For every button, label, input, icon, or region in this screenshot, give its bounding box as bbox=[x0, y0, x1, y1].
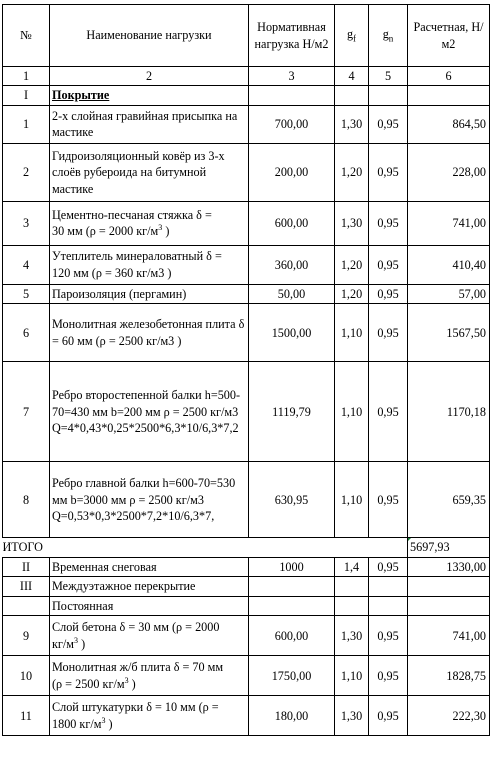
superscript: 3 bbox=[101, 715, 106, 725]
row-gn: 0,95 bbox=[369, 304, 408, 362]
row-calc: 410,40 bbox=[408, 245, 490, 284]
empty-cell bbox=[335, 577, 369, 596]
section-row bbox=[3, 86, 490, 105]
row-calc: 1170,18 bbox=[408, 362, 490, 462]
row-name-clip: Ребро главной балки h=600-70=530 мм b=3000 мм ρ = 2500 кг/м3 Q=0,53*0,3*2500*7,2*10/6,3*7, bbox=[52, 476, 236, 524]
empty-cell bbox=[408, 86, 490, 105]
header-gf bbox=[335, 5, 369, 67]
empty-cell bbox=[249, 577, 335, 596]
row-gn: 0,95 bbox=[369, 616, 408, 656]
section-title: Покрытие bbox=[50, 86, 249, 105]
row-gf: 1,20 bbox=[335, 143, 369, 201]
row-number: 7 bbox=[3, 362, 50, 462]
table-row bbox=[3, 656, 490, 696]
row-name: Пароизоляция (пергамин) bbox=[50, 284, 249, 303]
header-gf-sub: f bbox=[353, 33, 357, 44]
section-row bbox=[3, 577, 490, 596]
header-normative: Нормативная нагрузка Н/м2 bbox=[249, 5, 335, 67]
empty-cell bbox=[369, 577, 408, 596]
empty-cell bbox=[3, 596, 50, 615]
row-calc: 1330,00 bbox=[408, 557, 490, 576]
row-name: 2-х слойная гравийная присыпка на мастике bbox=[50, 105, 249, 143]
empty-cell bbox=[249, 596, 335, 615]
table-row bbox=[3, 462, 490, 538]
superscript: 3 bbox=[74, 635, 79, 645]
row-gn: 0,95 bbox=[369, 557, 408, 576]
header-num: № bbox=[3, 5, 50, 67]
table-row bbox=[3, 143, 490, 201]
row-calc: 659,35 bbox=[408, 462, 490, 538]
row-normative: 1000 bbox=[249, 557, 335, 576]
row-name-line-a: Цементно-песчаная стяжка δ = bbox=[52, 207, 212, 222]
col-number: 4 bbox=[335, 67, 369, 86]
row-gf: 1,30 bbox=[335, 616, 369, 656]
table-row bbox=[3, 616, 490, 656]
header-gn-sub: n bbox=[388, 33, 394, 44]
table-row bbox=[3, 362, 490, 462]
table-row bbox=[3, 245, 490, 284]
row-name-line-b: кг/м bbox=[52, 636, 75, 651]
total-value: 5697,93 bbox=[408, 538, 490, 557]
header-name: Наименование нагрузки bbox=[50, 5, 249, 67]
row-number: 10 bbox=[3, 656, 50, 696]
header-gn bbox=[369, 5, 408, 67]
row-normative: 180,00 bbox=[249, 696, 335, 736]
header-gf-base: g bbox=[346, 27, 354, 42]
row-name: Гидроизоляционный ковёр из 3-х слоёв рубероида на битумной мастике bbox=[50, 143, 249, 201]
load-table-sheet bbox=[2, 4, 489, 736]
row-calc: 741,00 bbox=[408, 616, 490, 656]
subsection-title: Постоянная bbox=[50, 596, 249, 615]
row-gf: 1,10 bbox=[335, 462, 369, 538]
row-name-line-a: Монолитная ж/б плита δ = 70 мм bbox=[52, 660, 224, 675]
row-normative: 630,95 bbox=[249, 462, 335, 538]
header-calc: Расчетная, Н/м2 bbox=[408, 5, 490, 67]
col-number: 1 bbox=[3, 67, 50, 86]
empty-cell bbox=[369, 86, 408, 105]
row-number: 9 bbox=[3, 616, 50, 656]
row-calc: 228,00 bbox=[408, 143, 490, 201]
row-gn: 0,95 bbox=[369, 105, 408, 143]
row-name-line-c: ) bbox=[78, 636, 86, 651]
row-name-line-c: ) bbox=[162, 224, 170, 239]
col-number: 2 bbox=[50, 67, 249, 86]
row-calc: 222,30 bbox=[408, 696, 490, 736]
row-gn: 0,95 bbox=[369, 143, 408, 201]
superscript: 3 bbox=[124, 675, 129, 685]
empty-cell bbox=[249, 86, 335, 105]
row-gf: 1,30 bbox=[335, 105, 369, 143]
row-normative: 700,00 bbox=[249, 105, 335, 143]
row-number: 1 bbox=[3, 105, 50, 143]
superscript: 3 bbox=[158, 223, 163, 233]
row-normative: 1119,79 bbox=[249, 362, 335, 462]
row-gn: 0,95 bbox=[369, 656, 408, 696]
section-number: I bbox=[3, 86, 50, 105]
row-gn: 0,95 bbox=[369, 201, 408, 245]
row-name-line-c: ) bbox=[105, 716, 113, 731]
section-number: III bbox=[3, 577, 50, 596]
table-row bbox=[3, 304, 490, 362]
header-row bbox=[3, 5, 490, 67]
row-gf: 1,30 bbox=[335, 201, 369, 245]
row-name bbox=[50, 201, 249, 245]
row-gf: 1,20 bbox=[335, 245, 369, 284]
row-gn: 0,95 bbox=[369, 362, 408, 462]
table-row bbox=[3, 284, 490, 303]
row-gn: 0,95 bbox=[369, 696, 408, 736]
row-normative: 600,00 bbox=[249, 616, 335, 656]
empty-cell bbox=[335, 86, 369, 105]
header-gn-base: g bbox=[382, 27, 389, 42]
row-number: 3 bbox=[3, 201, 50, 245]
column-numbers-row bbox=[3, 67, 490, 86]
table-row bbox=[3, 696, 490, 736]
row-name: Ребро второстепенной балки h=500-70=430 мм b=200 мм ρ = 2500 кг/м3 Q=4*0,43*0,25*2500*6,3*10/6,3*7,2 bbox=[50, 362, 249, 462]
row-gf: 1,4 bbox=[335, 557, 369, 576]
row-name: Временная снеговая bbox=[50, 557, 249, 576]
row-number: 4 bbox=[3, 245, 50, 284]
row-name bbox=[50, 245, 249, 284]
row-calc: 1828,75 bbox=[408, 656, 490, 696]
row-number: 11 bbox=[3, 696, 50, 736]
empty-cell bbox=[408, 596, 490, 615]
row-number: 5 bbox=[3, 284, 50, 303]
row-normative: 200,00 bbox=[249, 143, 335, 201]
row-normative: 50,00 bbox=[249, 284, 335, 303]
row-name-line-b: (ρ = 2500 кг/м bbox=[52, 676, 125, 691]
row-gf: 1,10 bbox=[335, 656, 369, 696]
row-normative: 1750,00 bbox=[249, 656, 335, 696]
row-name-line-a: Слой штукатурки δ = 10 мм (ρ = bbox=[52, 700, 219, 715]
row-name: Монолитная железобетонная плита δ = 60 мм (ρ = 2500 кг/м3 ) bbox=[50, 304, 249, 362]
row-name bbox=[50, 696, 249, 736]
row-name-line-a: Утеплитель минераловатный δ = bbox=[52, 249, 222, 264]
row-gf: 1,30 bbox=[335, 696, 369, 736]
section-number: II bbox=[3, 557, 50, 576]
total-label: ИТОГО bbox=[3, 538, 408, 557]
row-calc: 864,50 bbox=[408, 105, 490, 143]
load-table bbox=[2, 4, 490, 736]
row-number: 8 bbox=[3, 462, 50, 538]
row-name-line-b: 30 мм (ρ = 2000 кг/м bbox=[52, 224, 159, 239]
empty-cell bbox=[408, 577, 490, 596]
section-title: Междуэтажное перекрытие bbox=[50, 577, 249, 596]
row-gn: 0,95 bbox=[369, 284, 408, 303]
row-normative: 600,00 bbox=[249, 201, 335, 245]
row-name bbox=[50, 656, 249, 696]
row-gn: 0,95 bbox=[369, 462, 408, 538]
col-number: 5 bbox=[369, 67, 408, 86]
row-number: 6 bbox=[3, 304, 50, 362]
col-number: 3 bbox=[249, 67, 335, 86]
row-name-line-b: 120 мм (ρ = 360 кг/м3 ) bbox=[52, 265, 172, 280]
row-name-line-a: Слой бетона δ = 30 мм (ρ = 2000 bbox=[52, 620, 220, 635]
row-gf: 1,10 bbox=[335, 362, 369, 462]
table-row bbox=[3, 105, 490, 143]
snow-row bbox=[3, 557, 490, 576]
row-calc: 741,00 bbox=[408, 201, 490, 245]
row-name bbox=[50, 462, 249, 538]
total-row bbox=[3, 538, 490, 557]
row-normative: 360,00 bbox=[249, 245, 335, 284]
row-gf: 1,20 bbox=[335, 284, 369, 303]
empty-cell bbox=[369, 596, 408, 615]
row-name bbox=[50, 616, 249, 656]
row-normative: 1500,00 bbox=[249, 304, 335, 362]
empty-cell bbox=[335, 596, 369, 615]
col-number: 6 bbox=[408, 67, 490, 86]
subsection-row bbox=[3, 596, 490, 615]
table-row bbox=[3, 201, 490, 245]
row-gn: 0,95 bbox=[369, 245, 408, 284]
row-gf: 1,10 bbox=[335, 304, 369, 362]
row-calc: 57,00 bbox=[408, 284, 490, 303]
row-calc: 1567,50 bbox=[408, 304, 490, 362]
row-number: 2 bbox=[3, 143, 50, 201]
row-name-line-b: 1800 кг/м bbox=[52, 716, 102, 731]
row-name-line-c: ) bbox=[128, 676, 136, 691]
